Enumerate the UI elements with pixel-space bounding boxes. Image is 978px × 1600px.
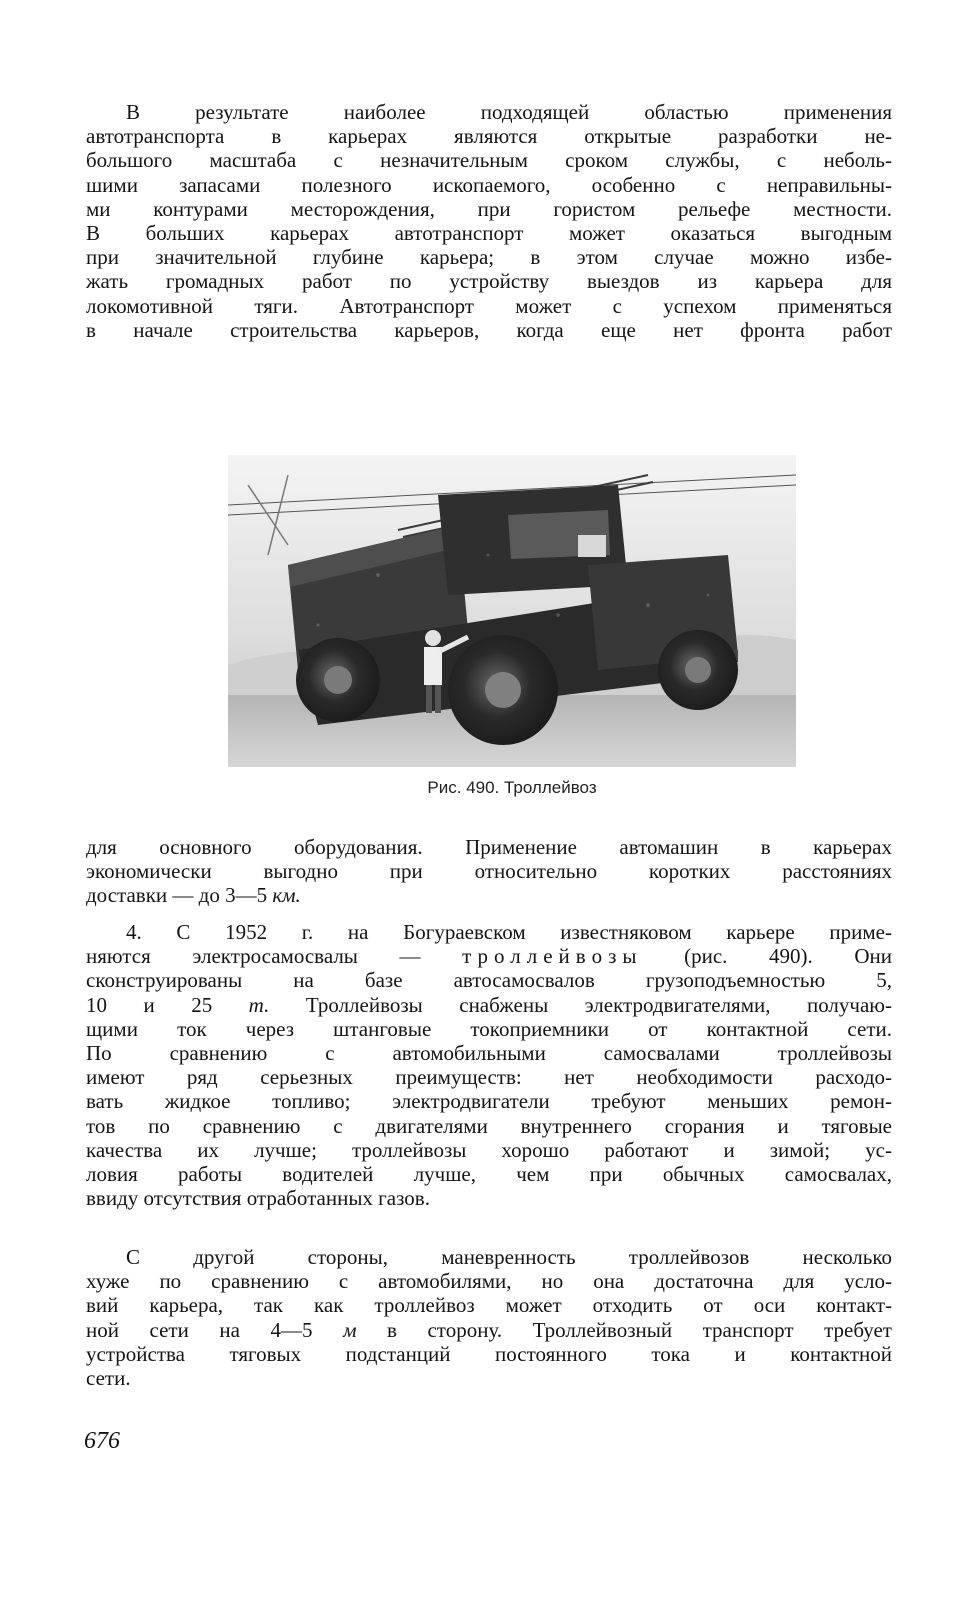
text-line: щими ток через штанговые токоприемники от контактной сети.: [86, 1016, 892, 1041]
unit-km: км.: [272, 883, 301, 908]
figure-caption: Рис. 490. Троллейвоз: [427, 778, 597, 797]
text-line: автотранспорта в карьерах являются открытые разработки не-: [86, 124, 892, 149]
paragraph-1: [86, 100, 892, 342]
paragraph-4: [86, 1245, 892, 1390]
text-fragment: Троллейвозы снабжены электродвигателями, получаю-: [269, 992, 892, 1017]
text-fragment: ной сети на 4—5: [86, 1317, 344, 1342]
text-line: экономически выгодно при относительно коротких расстояниях: [86, 859, 892, 884]
text-line: [86, 993, 892, 1017]
text-line: ми контурами месторождения, при гористом рельефе местности.: [86, 196, 892, 221]
text-line: жать громадных работ по устройству выездов из карьера для: [86, 269, 892, 294]
text-line: 4. С 1952 г. на Богураевском известняковом карьере приме-: [126, 920, 892, 944]
text-line: С другой стороны, маневренность троллейвозов несколько: [126, 1245, 892, 1269]
paragraph-2: [86, 835, 892, 908]
text-fragment: доставки — до 3—5: [86, 883, 273, 908]
text-line: для основного оборудования. Применение автомашин в карьерах: [86, 835, 892, 859]
text-line: при значительной глубине карьера; в этом случае можно избе-: [86, 245, 892, 270]
spaced-term-trolleybuses: троллейвозы: [462, 944, 643, 969]
unit-t: т.: [248, 992, 270, 1017]
text-line: По сравнению с автомобильными самосвалами троллейвозы: [86, 1040, 892, 1065]
text-line: ввиду отсутствия отработанных газов.: [86, 1186, 430, 1211]
text-line: вать жидкое топливо; электродвигатели требуют меньших ремон-: [86, 1089, 892, 1114]
text-line: качества их лучше; троллейвозы хорошо работают и зимой; ус-: [86, 1137, 892, 1162]
text-fragment: няются электросамосвалы —: [86, 944, 463, 969]
text-line: имеют ряд серьезных преимуществ: нет необходимости расходо-: [86, 1065, 892, 1090]
text-line: ловия работы водителей лучше, чем при обычных самосвалах,: [86, 1161, 892, 1186]
text-line: сети.: [86, 1365, 131, 1390]
text-line: в начале строительства карьеров, когда еще нет фронта работ: [86, 317, 892, 342]
page-number: 676: [84, 1428, 120, 1454]
text-line: локомотивной тяги. Автотранспорт может с успехом применяться: [86, 293, 892, 318]
text-line: хуже по сравнению с автомобилями, но она достаточна для усло-: [86, 1269, 892, 1294]
text-line: большого масштаба с незначительным сроком службы, с неболь-: [86, 148, 892, 173]
trolley-truck-illustration: [228, 455, 796, 767]
text-line: тов по сравнению с двигателями внутреннего сгорания и тяговые: [86, 1113, 892, 1138]
text-line: устройства тяговых подстанций постоянного тока и контактной: [86, 1341, 892, 1366]
text-line: сконструированы на базе автосамосвалов грузоподъемностью 5,: [86, 968, 892, 993]
text-line: В результате наиболее подходящей областью применения: [126, 100, 892, 124]
text-line: шими запасами полезного ископаемого, особенно с неправильны-: [86, 172, 892, 197]
text-line: [86, 944, 892, 968]
text-line: [86, 1318, 892, 1342]
text-fragment: в сторону. Троллейвозный транспорт требует: [356, 1317, 892, 1342]
figure-trolleybus-photo: [228, 455, 796, 767]
paragraph-3: [86, 920, 892, 1210]
text-fragment: 10 и 25: [86, 992, 249, 1017]
text-line: [86, 883, 892, 907]
text-line: вий карьера, так как троллейвоз может отходить от оси контакт-: [86, 1293, 892, 1318]
unit-m: м: [343, 1317, 357, 1342]
text-line: В больших карьерах автотранспорт может оказаться выгодным: [86, 220, 892, 245]
text-fragment: (рис. 490). Они: [642, 944, 892, 969]
